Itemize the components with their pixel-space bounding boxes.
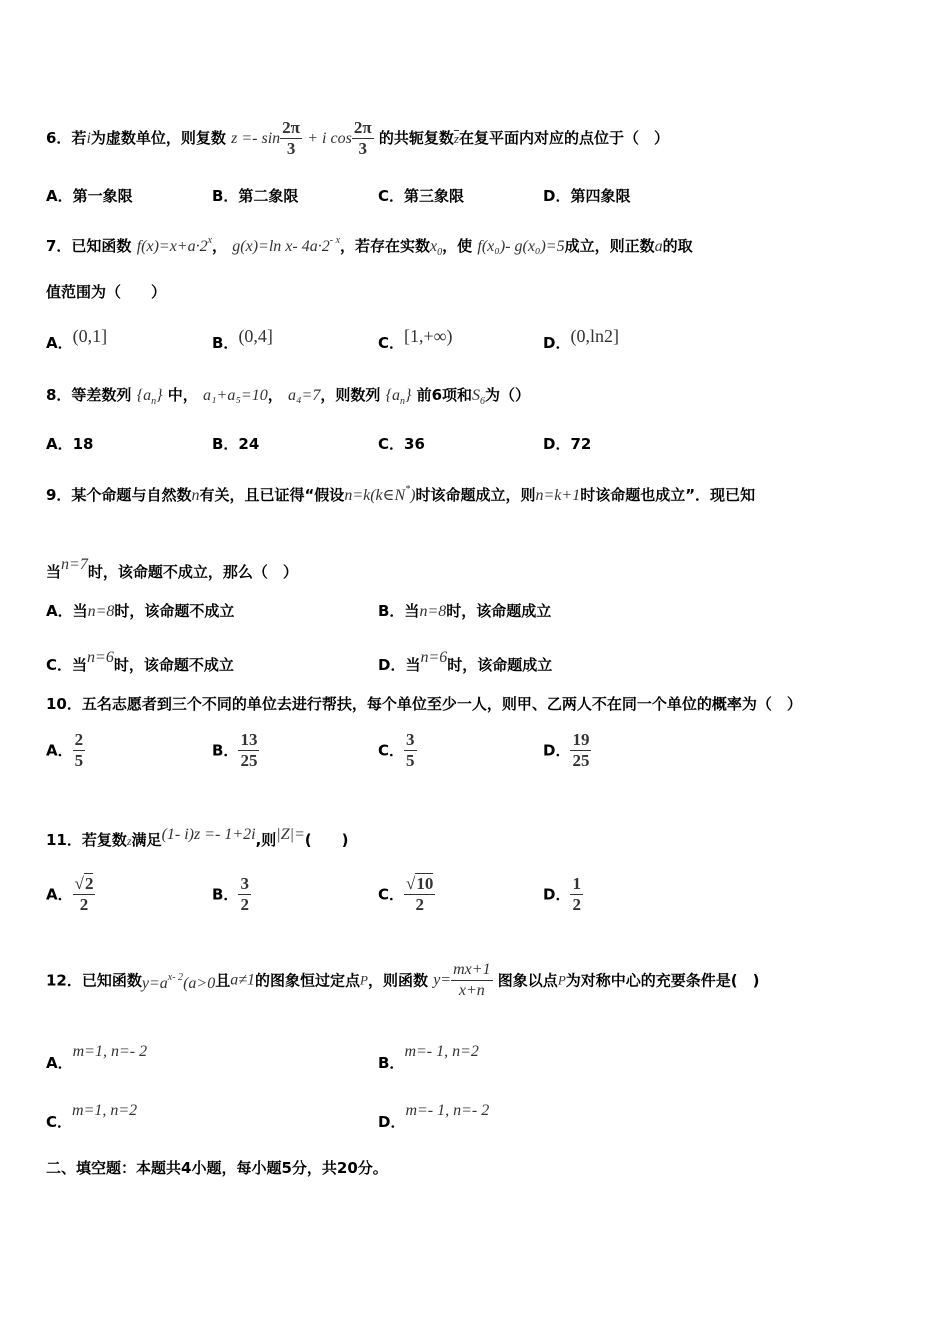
q9-option-b[interactable]: B．当n=8时，该命题成立 [378,602,552,620]
q11-equation: (1- i)z =- 1+2i [161,826,256,843]
q11-modulus: |Z|= [276,826,305,843]
q8-condition-1: a₁+a₅=10 [202,387,268,404]
q10-option-d[interactable]: D． $\frac{19}{25}$ [543,730,590,770]
q12-fraction: $\frac{mx+1}{x+n}$ [453,961,491,999]
q12-option-d[interactable]: D．m=- 1, n=- 2 [378,1102,490,1131]
q8-option-b[interactable]: B．24 [212,435,260,453]
q10-option-b[interactable]: B． $\frac{13}{25}$ [212,730,258,770]
q8-sequence-2: $\{a_n\}$ [385,387,412,407]
q8-stem: 8．等差数列 $\{a_n\}$ 中， a₁+a₅=10， a₄=7，则数列 $\{a_n\}$ 前6项和$S_6$为（） [46,386,531,407]
q7-stem-line2: 值范围为（ ） [46,283,167,301]
q6-expression-part-a: z =- sin [231,130,281,147]
q12-point-p: P [360,972,368,988]
q7-a-symbol: a [654,238,663,255]
q6-stem: 6．若i为虚数单位，则复数 z =- sin $\frac{2\pi}{3}$ + i cos $\frac{2\pi}{3}$ 的共轭复数$\overline{z}$在复平面内对应的点位于（ ） [46,118,669,158]
q6-conjugate-symbol: $\overline{z}$ [453,131,459,146]
q6-option-b[interactable]: B．第二象限 [212,187,299,205]
q6-i-symbol: i [86,130,91,147]
q6-option-c[interactable]: C．第三象限 [378,187,465,205]
q8-condition-2: a₄=7 [287,387,321,404]
q9-stem: 9．某个命题与自然数n有关，且已证得“假设n=k(k∈N*)时该命题成立，则n=k+1时该命题也成立”．现已知 [46,484,756,504]
q7-f-definition: f(x)=x+a·2 [136,238,208,255]
q12-function: $y=a^{x- 2}(a>0$ [141,971,216,992]
section-heading-fill-in: 二、填空题：本题共4小题，每小题5分，共20分。 [46,1159,388,1177]
q9-n7: n=7 [61,556,88,573]
q8-sequence: $\{a_n\}$ [136,387,163,407]
q11-option-c[interactable]: C． $\frac{√10}{2}$ [378,874,434,914]
q9-conclusion: n=k+1 [535,487,581,504]
q11-option-a[interactable]: A． $\frac{√2}{2}$ [46,874,94,914]
q7-option-a[interactable]: A．(0,1] [46,326,108,352]
q9-option-a[interactable]: A．当n=8时，该命题不成立 [46,602,235,620]
q7-option-d[interactable]: D．(0,ln2] [543,326,619,352]
q12-option-a[interactable]: A．m=1, n=- 2 [46,1043,148,1072]
q12-stem: 12．已知函数$y=a^{x- 2}(a>0$且a≠1的图象恒过定点P，则函数 y= $\frac{mx+1}{x+n}$ 图象以点P为对称中心的充要条件是( ) [46,961,760,999]
q9-n-symbol: n [191,487,200,504]
q11-stem: 11．若复数z满足(1- i)z =- 1+2i,则|Z|=( ) [46,826,349,849]
q7-option-b[interactable]: B．(0,4] [212,326,273,352]
q8-s6: S [472,387,481,404]
q7-x0: x [430,238,438,255]
q10-stem: 10．五名志愿者到三个不同的单位去进行帮扶，每个单位至少一人，则甲、乙两人不在同一个单位的概率为（ ） [46,695,802,713]
q6-fraction-2: $\frac{2\pi}{3}$ [353,118,372,158]
q12-condition: a≠1 [230,971,255,989]
q11-option-d[interactable]: D． $\frac{1}{2}$ [543,874,581,914]
q7-option-c[interactable]: C．[1,+∞) [378,326,453,352]
q6-fraction-1: $\frac{2\pi}{3}$ [282,118,300,158]
q7-stem: 7．已知函数 $f(x)=x+a\cdot 2^x$， g(x)=ln x- $4a\cdot 2^{- x}$，若存在实数$x_0$，使 f(x₀)- g(x₀)=5成立，则正数a的取 [46,235,693,258]
q7-g-definition: g(x)=ln x- 4a·2 [232,238,330,255]
q7-condition: f(x₀)- g(x₀)=5 [477,238,565,255]
q12-point-p-2: P [557,972,566,988]
q11-option-b[interactable]: B． $\frac{3}{2}$ [212,874,249,914]
q12-option-b[interactable]: B．m=- 1, n=2 [378,1043,479,1072]
q6-expression-part-b: + i cos [307,130,352,147]
q9-hypothesis: n=k(k∈N*) [344,484,416,504]
q10-option-a[interactable]: A． $\frac{2}{5}$ [46,730,84,770]
q6-option-d[interactable]: D．第四象限 [543,187,631,205]
q12-option-c[interactable]: C．m=1, n=2 [46,1102,138,1131]
q9-option-c[interactable]: C．当n=6时，该命题不成立 [46,649,234,674]
q9-option-d[interactable]: D．当n=6时，该命题成立 [378,649,553,674]
q9-stem-line2: 当n=7时，该命题不成立，那么（ ） [46,556,298,581]
q8-option-d[interactable]: D．72 [543,435,592,453]
q6-option-a[interactable]: A．第一象限 [46,187,133,205]
q8-option-a[interactable]: A．18 [46,435,94,453]
q8-option-c[interactable]: C．36 [378,435,425,453]
q11-z-symbol: z [126,834,132,848]
q10-option-c[interactable]: C． $\frac{3}{5}$ [378,730,415,770]
